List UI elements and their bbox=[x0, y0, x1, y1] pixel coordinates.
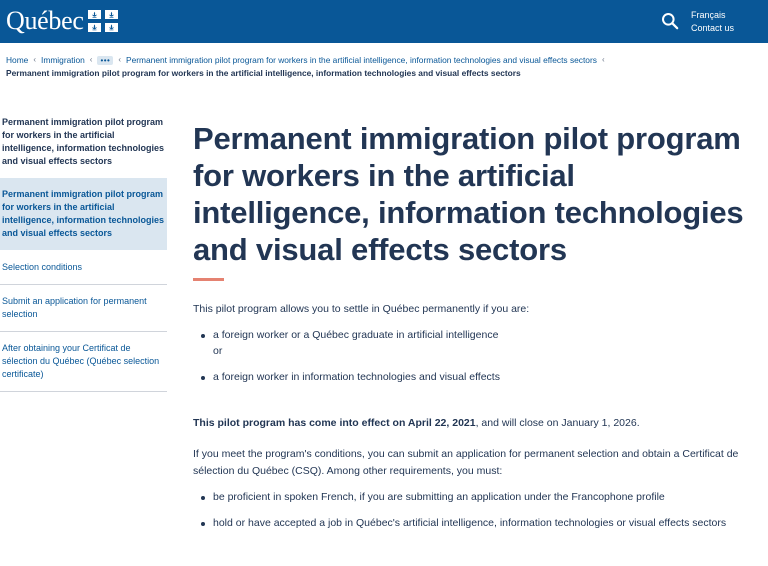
list-item bbox=[201, 489, 753, 505]
list-item-text: hold or have accepted a job in Québec's artificial intelligence, information technologies or visual effects sectors bbox=[213, 517, 727, 529]
side-navigation bbox=[0, 116, 167, 392]
breadcrumb-more-button[interactable]: ••• bbox=[97, 56, 113, 65]
requirements-list bbox=[193, 489, 753, 531]
logo-wordmark: Québec bbox=[6, 6, 84, 35]
effective-date-bold: This pilot program has come into effect on April 22, 2021 bbox=[193, 417, 476, 429]
list-item bbox=[201, 515, 753, 531]
contact-us-link[interactable]: Contact us bbox=[691, 23, 735, 33]
requirements-paragraph: If you meet the program's conditions, you can submit an application for permanent selection and obtain a Certificat de sélection du Québec (CSQ). Among other requirements, you must: bbox=[193, 448, 739, 477]
sidenav-item-selection-conditions[interactable]: Selection conditions bbox=[0, 250, 167, 285]
site-header bbox=[0, 0, 768, 43]
effective-date-paragraph bbox=[193, 415, 753, 432]
list-item-text: a foreign worker or a Québec graduate in artificial intelligence bbox=[213, 329, 499, 341]
language-link[interactable]: Français bbox=[691, 10, 726, 20]
list-item bbox=[201, 369, 753, 385]
title-accent-bar bbox=[193, 278, 224, 281]
eligibility-list bbox=[193, 327, 753, 385]
chevron-left-icon: ‹ bbox=[33, 55, 37, 64]
breadcrumb-immigration[interactable]: Immigration bbox=[41, 55, 85, 65]
breadcrumb-current: Permanent immigration pilot program for workers in the artificial intelligence, information technologies and visual effects sectors bbox=[6, 68, 521, 78]
intro-paragraph: This pilot program allows you to settle in Québec permanently if you are: bbox=[193, 303, 530, 315]
chevron-left-icon: ‹ bbox=[118, 55, 122, 64]
quebec-logo[interactable] bbox=[6, 6, 118, 36]
list-item-text: a foreign worker in information technologies and visual effects bbox=[213, 371, 500, 383]
breadcrumb-program[interactable]: Permanent immigration pilot program for workers in the artificial intelligence, information technologies and visual effects sectors bbox=[126, 55, 597, 65]
list-item bbox=[201, 327, 753, 359]
breadcrumb bbox=[6, 54, 746, 79]
breadcrumb-home[interactable]: Home bbox=[6, 55, 29, 65]
effective-date-rest: , and will close on January 1, 2026. bbox=[475, 417, 640, 429]
page-title: Permanent immigration pilot program for workers in the artificial intelligence, information technologies and visual effects sectors bbox=[193, 121, 744, 267]
search-icon[interactable] bbox=[661, 12, 679, 30]
sidenav-heading: Permanent immigration pilot program for workers in the artificial intelligence, information technologies and visual effects sectors bbox=[2, 117, 165, 166]
main-content bbox=[193, 120, 753, 541]
fleur-de-lis-flag-icon bbox=[88, 10, 118, 32]
chevron-left-icon: ‹ bbox=[601, 55, 605, 64]
sidenav-item-after-csq[interactable]: After obtaining your Certificat de sélection du Québec (Québec selection certificate) bbox=[0, 332, 167, 392]
sidenav-item-submit-application[interactable]: Submit an application for permanent selection bbox=[0, 285, 167, 332]
or-text: or bbox=[213, 345, 223, 357]
sidenav-item-overview[interactable]: Permanent immigration pilot program for workers in the artificial intelligence, information technologies and visual effects sectors bbox=[0, 178, 167, 250]
chevron-left-icon: ‹ bbox=[89, 55, 93, 64]
list-item-text: be proficient in spoken French, if you are submitting an application under the Francophone profile bbox=[213, 491, 665, 503]
header-links bbox=[691, 9, 734, 35]
